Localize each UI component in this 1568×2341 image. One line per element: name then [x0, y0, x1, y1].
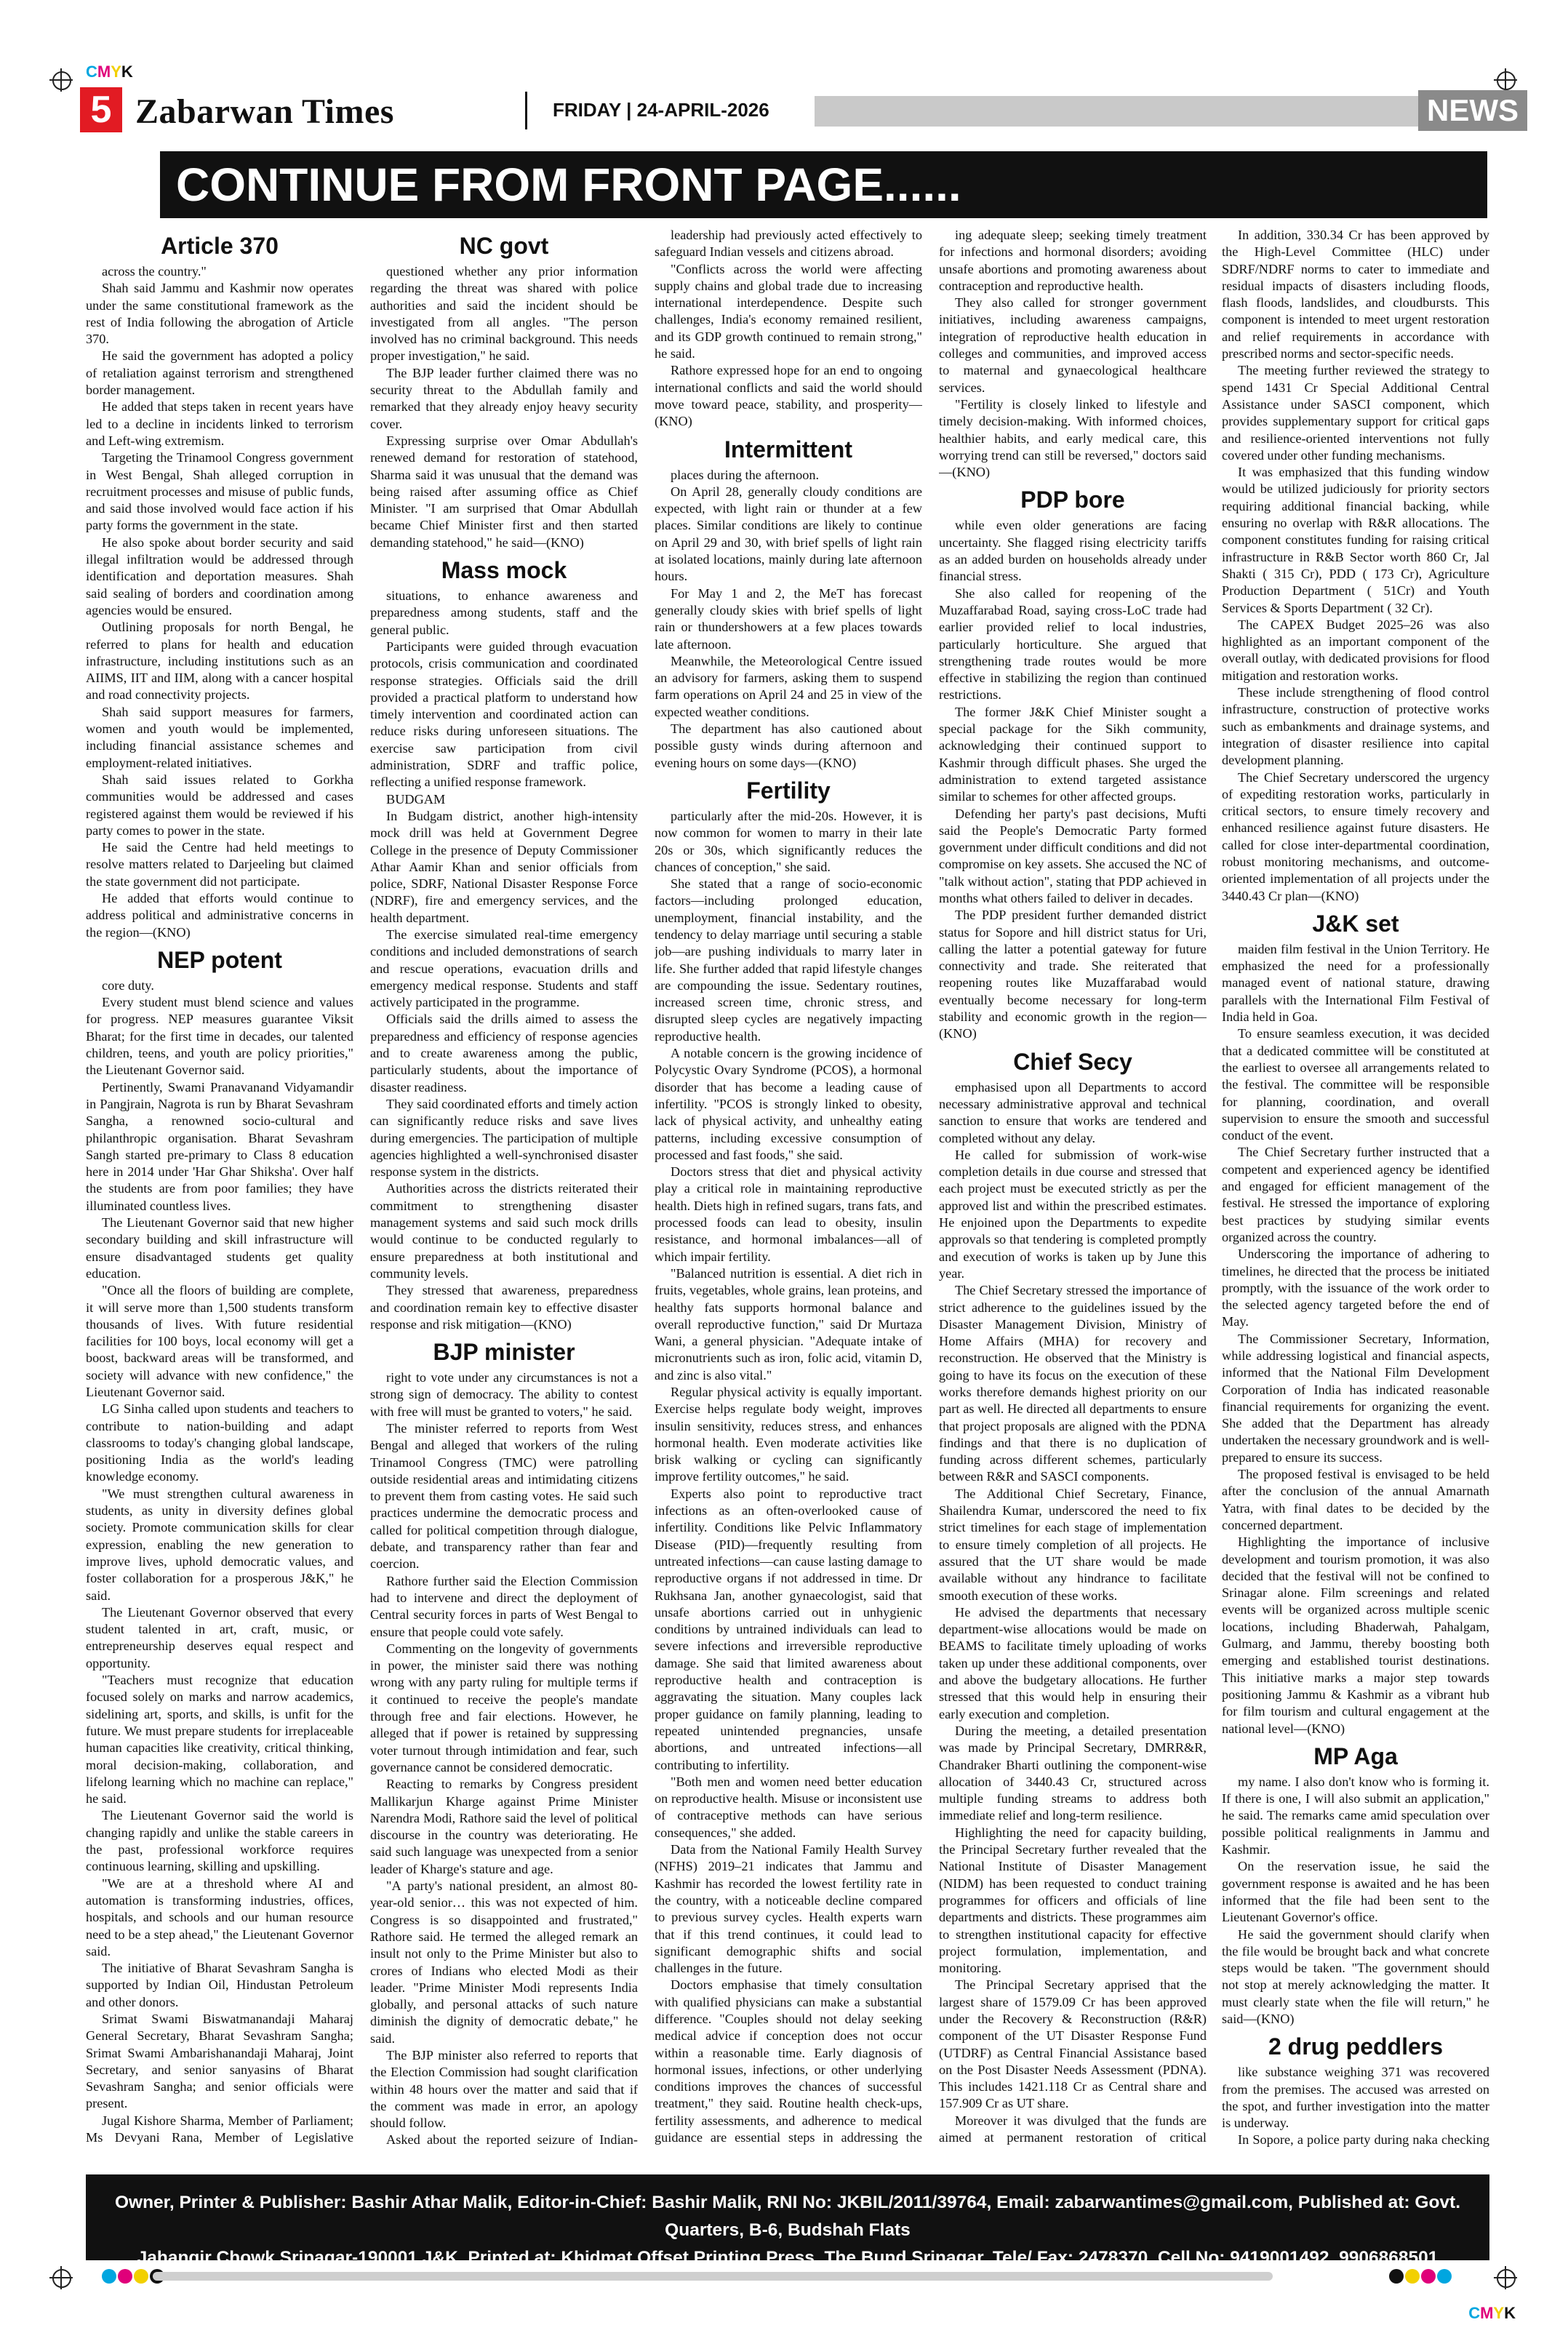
- article-paragraph: BUDGAM: [386, 791, 446, 807]
- article-headline: Fertility: [746, 777, 831, 804]
- cmyk-registration-label-top: CMYK: [86, 63, 133, 81]
- yellow-dot-icon: [1405, 2269, 1420, 2284]
- yellow-dot-icon: [134, 2269, 148, 2284]
- article-paragraph: Experts also point to reproductive tract infections as an often-overlooked cause of infertility. Conditions like Pelvic Inflammatory Disease (PID)—frequently resulting from untreated infections—can cause lasting damage to reproductive organs if not addressed in time. Dr Rukhsana Jan, another gynaecologist, said that unsafe abortions carried out in unhygienic conditions by untrained individuals can lead to severe infections and irreversible reproductive damage. She said that limited awareness about reproductive health and contraception is aggravating the situation. Many couples lack proper guidance on family planning, leading to repeated unintended pregnancies, unsafe abortions, and untreated infections—all contributing to infertility.: [655, 1486, 922, 1772]
- article-paragraph: leadership had previously acted effectively to safeguard Indian vessels and citizens abroad.: [655, 228, 922, 260]
- article-paragraph: The BJP minister also referred to reports that the Election Commission had sought clarification within 48 hours over the matter and said that if the comment was made in error, an apology should follow.: [370, 2047, 638, 2131]
- article-body: [939, 227, 1207, 481]
- cmyk-registration-label-bottom: CMYK: [1468, 2304, 1516, 2322]
- magenta-dot-icon: [1421, 2269, 1436, 2284]
- article-paragraph: Defending her party's past decisions, Mufti said the People's Democratic Party formed government under difficult conditions and did not compromise on key assets. She accused the NC of "talk without action", stating that PDP achieved in months what others failed to deliver in decades.: [939, 806, 1207, 905]
- article-paragraph: The Lieutenant Governor observed that every student talented in art, craft, music, or entrepreneurship deserves equal respect and opportunity.: [86, 1604, 353, 1670]
- article-paragraph: The BJP leader further claimed there was no security threat to the Abdullah family and remarked that they already enjoy heavy security cover.: [370, 365, 638, 431]
- article-paragraph: The former J&K Chief Minister sought a special package for the Sikh community, acknowledging their continued support to Kashmir through difficult phases. She urged the administration to extend targeted assistance similar to schemes for other affected groups.: [939, 704, 1207, 804]
- registration-mark-icon: [1497, 2269, 1516, 2288]
- article-paragraph: right to vote under any circumstances is not a strong sign of democracy. The ability to contest with free will must be granted to voters," he said.: [370, 1370, 638, 1419]
- article-paragraph: "Teachers must recognize that education focused solely on marks and narrow academics, sidelining art, sports, and skills, is unfit for the future. We must prepare students for irreplaceable human capacities like creativity, critical thinking, moral decision-making, collaboration, and lifelong learning which no machine can replace," he said.: [86, 1673, 353, 1806]
- article-paragraph: He said the government should clarify when the file would be brought back and what concrete steps would be taken. "The government should not stop at merely acknowledging the matter. It must clearly state when the file will return," he said—(KNO): [1222, 1926, 1489, 2026]
- article-paragraph: LG Sinha called upon students and teachers to contribute to nation-building and adapt classrooms to today's changing global landscape, positioning India as the world's leading knowledge economy.: [86, 1401, 353, 1484]
- article-paragraph: During the meeting, a detailed presentation was made by Principal Secretary, DMRR&R, Chandraker Bharti outlining the component-wise allocation of 3440.43 Cr, structured across multiple funding streams to address both immediate relief and long-term resilience.: [939, 1723, 1207, 1823]
- article-paragraph: The Lieutenant Governor said that new higher secondary building and skill infrastructure will ensure disadvantaged students get quality education.: [86, 1215, 353, 1281]
- article-paragraph: Reacting to remarks by Congress president Mallikarjun Kharge against Prime Minister Narendra Modi, Rathore said the level of political discourse in the country was deteriorating. He said such language was unexpected from a senior leader of Kharge's stature and age.: [370, 1777, 638, 1876]
- article-paragraph: Shah said Jammu and Kashmir now operates under the same constitutional framework as the rest of India following the abrogation of Article 370.: [86, 281, 353, 347]
- header-rule: [815, 96, 1447, 127]
- article-body: [86, 977, 353, 2147]
- imprint-line: Owner, Printer & Publisher: Bashir Athar Malik, Editor-in-Chief: Bashir Malik, RNI No: JKBIL/2011/39764, Email: zabarwantimes@gmail.com, Published at: Govt. Quarters, B-6, Budshah Flats: [114, 2193, 1461, 2240]
- article-paragraph: Meanwhile, the Meteorological Centre issued an advisory for farmers, asking them to suspend farm operations on April 24 and 25 in view of the expected weather conditions.: [655, 653, 922, 719]
- article-body: [1222, 1774, 1489, 2028]
- article-paragraph: "Balanced nutrition is essential. A diet rich in fruits, vegetables, whole grains, lean proteins, and healthy fats supports hormonal balance and overall reproductive function," said Dr Murtaza Wani, a general physician. "Adequate intake of micronutrients such as iron, folic acid, vitamin D, and zinc is also vital.": [655, 1265, 922, 1382]
- column-5: [1222, 227, 1489, 2147]
- registration-mark-icon: [52, 2269, 71, 2288]
- continue-banner: CONTINUE FROM FRONT PAGE......: [160, 151, 1487, 218]
- article-paragraph: Shah said support measures for farmers, women and youth would be implemented, including financial assistance schemes and employment-related initiatives.: [86, 704, 353, 770]
- article-paragraph: The department has also cautioned about possible gusty winds during afternoon and evening hours on some days—(KNO): [655, 721, 922, 770]
- article-paragraph: He also spoke about border security and said illegal infiltration would be addressed through identification and deportation measures. Shah said sealing of borders and coordination among agencies would be ensured.: [86, 535, 353, 617]
- article-headline: J&K set: [1312, 910, 1399, 937]
- article-paragraph: Authorities across the districts reiterated their commitment to strengthening disaster management systems and said such mock drills would continue to be conducted regularly to ensure preparedness at both institutional and community levels.: [370, 1181, 638, 1281]
- imprint-line: Jahangir Chowk Srinagar-190001 J&K, Printed at: Khidmat Offset Printing Press, The Bund Srinagar, Tele/ Fax: 2478370, Cell No: 9419001492, 9906868501: [137, 2248, 1439, 2268]
- article-paragraph: "Once all the floors of building are complete, it will serve more than 1,500 students transform thousands of lives. With future residential facilities for 100 boys, local economy will get a boost, backward areas will be transformed, and society will advance with new confidence," the Lieutenant Governor said.: [86, 1283, 353, 1399]
- article-body: [370, 263, 638, 551]
- article-paragraph: Data from the National Family Health Survey (NFHS) 2019–21 indicates that Jammu and Kashmir has recorded the lowest fertility rate in the country, with a noticeable decline compared to previous survey cycles. Health experts warn that if this trend continues, it could lead to significant demographic shifts and social challenges in the future.: [655, 1842, 922, 1976]
- article-paragraph: The minister referred to reports from West Bengal and alleged that workers of the ruling Trinamool Congress (TMC) were patrolling outside residential areas and intimidating citizens to prevent them from casting votes. He said such practices undermine the democratic process and called for political competition through dialogue, debate, and transparency rather than fear and coercion.: [370, 1421, 638, 1572]
- article-paragraph: In addition, 330.34 Cr has been approved by the High-Level Committee (HLC) under SDRF/NDRF norms to cater to immediate and residual impacts of disasters including floods, flash floods, landslides, and cloudbursts. This component is intended to meet urgent restoration and relief requirements in accordance with prescribed norms and sector-specific needs.: [1222, 228, 1489, 361]
- article-paragraph: while even older generations are facing uncertainty. She flagged rising electricity tariffs as an added burden on households already under financial stress.: [939, 518, 1207, 584]
- article-paragraph: The meeting further reviewed the strategy to spend 1431 Cr Special Additional Central Assistance under SASCI component, which provides supplementary support for critical gaps and resilience-oriented interventions not fully covered under other funding mechanisms.: [1222, 363, 1489, 463]
- registration-mark-icon: [52, 71, 71, 90]
- article-paragraph: She also called for reopening of the Muzaffarabad Road, saying cross-LoC trade had earlier provided relief to local industries, particularly horticulture. She argued that strengthening trade routes would be more effective in stabilizing the region than continued restrictions.: [939, 585, 1207, 703]
- column-3: [655, 227, 922, 2147]
- article-paragraph: "A party's national president, an almost 80-year-old senior… this was not expected of him. Congress is so disappointed and frustrated," Rathore said. He termed the alleged remark an insult not only to the Prime Minister but also to crores of Indians who elected Modi as their leader. "Prime Minister Modi represents India globally, and personal attacks of such nature diminish the dignity of democratic debate," he said.: [370, 1878, 638, 2046]
- article-paragraph: my name. I also don't know who is forming it. If there is one, I will also submit an application," he said. The remarks came amid speculation over possible political realignments in Jammu and Kashmir.: [1222, 1774, 1489, 1857]
- article-headline: 2 drug peddlers: [1268, 2033, 1444, 2060]
- article-paragraph: The Chief Secretary stressed the importance of strict adherence to the guidelines issued by the Disaster Management Division, Ministry of Home Affairs (MHA) for recovery and reconstruction. He observed that the Ministry is going to have its focus on the execution of these works therefore demands highest priority on our part as well. He directed all departments to ensure that project proposals are aligned with the PDNA findings and that there is no duplication of funding across different schemes, particularly between R&R and SASCI components.: [939, 1283, 1207, 1484]
- article-headline: NEP potent: [157, 946, 282, 973]
- article-paragraph: Moreover it was divulged that the funds are aimed at permanent restoration of critical: [939, 2113, 1207, 2145]
- article-paragraph: "Both men and women need better education on reproductive health. Misuse or inconsistent use of contraceptive methods can have serious consequences," she added.: [655, 1774, 922, 1840]
- article-paragraph: To ensure seamless execution, it was decided that a dedicated committee will be constituted at the earliest to oversee all arrangements related to the festival. The committee will be responsible for planning, coordination, and overall supervision to ensure the smooth and successful conduct of the event.: [1222, 1026, 1489, 1143]
- article-paragraph: Regular physical activity is equally important. Exercise helps regulate body weight, improves insulin sensitivity, reduces stress, and enhances hormonal health. Even moderate activities like brisk walking or cycling can significantly improve fertility outcomes," he said.: [655, 1385, 922, 1484]
- article-paragraph: For May 1 and 2, the MeT has forecast generally cloudy skies with brief spells of light rain or thundershowers at a few places towards late afternoon.: [655, 585, 922, 652]
- column-1: [86, 227, 353, 2147]
- article-columns: [86, 227, 1489, 2147]
- article-paragraph: Highlighting the need for capacity building, the Principal Secretary further revealed that the National Institute of Disaster Management (NIDM) has been requested to conduct training programmes for officers and officials of line departments and districts. These programmes aim to strengthen institutional capacity for effective project formulation, implementation, and monitoring.: [939, 1825, 1207, 1976]
- issue-date: FRIDAY | 24-APRIL-2026: [553, 99, 769, 121]
- article-paragraph: A notable concern is the growing incidence of Polycystic Ovary Syndrome (PCOS), a hormonal disorder that has become a leading cause of infertility. "PCOS is strongly linked to obesity, lack of physical activity, and unhealthy eating patterns, including excessive consumption of processed and fast foods," she said.: [655, 1046, 922, 1162]
- black-dot-icon: [1389, 2269, 1404, 2284]
- article-paragraph: The Chief Secretary further instructed that a competent and experienced agency be identified and engaged for efficient management of the festival. He stressed the importance of exploring best practices by studying similar events organized across the country.: [1222, 1145, 1489, 1244]
- article-paragraph: "We must strengthen cultural awareness in students, as unity in diversity defines global society. Promote communication skills for clear expression, enabling the new generation to improve lives, uphold democratic values, and foster collaboration for a prosperous J&K," he said.: [86, 1486, 353, 1603]
- article-paragraph: He advised the departments that necessary department-wise allocations would be made on BEAMS to facilitate timely uploading of works taken up under these additional components, over and above the budgetary allocations. He further stressed that this would help in ensuring their early execution and completion.: [939, 1604, 1207, 1721]
- article-paragraph: Every student must blend science and values for progress. NEP measures guarantee Viksit Bharat; for the first time in decades, our talented children, teens, and youth are policy priorities," the Lieutenant Governor said.: [86, 995, 353, 1078]
- article-paragraph: particularly after the mid-20s. However, it is now common for women to marry in their late 20s or 30s, which significantly reduces the chances of conception," she said.: [655, 808, 922, 874]
- column-2: [370, 227, 638, 2147]
- article-paragraph: Commenting on the longevity of governments in power, the minister said there was nothing wrong with any party ruling for multiple terms if it continued to receive the people's mandate through free and fair elections. However, he alleged that if power is retained by suppressing voter turnout through intimidation and fear, such governance cannot be considered democratic.: [370, 1641, 638, 1774]
- article-headline: MP Aga: [1313, 1742, 1398, 1769]
- masthead-divider: [525, 92, 527, 129]
- article-paragraph: Rathore further said the Election Commission had to intervene and direct the deployment of Central security forces in parts of West Bengal to ensure that people could vote safely.: [370, 1573, 638, 1639]
- article-paragraph: Jugal Kishore Sharma, Member of Parliament; Ms Devyani Rana, Member of Legislative: [86, 2113, 353, 2145]
- article-paragraph: The Additional Chief Secretary, Finance, Shailendra Kumar, underscored the need to fix strict timelines for each stage of implementation to ensure timely completion of all projects. He assured that the UT share would be made available without any hindrance to facilitate smooth execution of these works.: [939, 1486, 1207, 1603]
- article-headline: NC govt: [459, 233, 549, 259]
- article-paragraph: Rathore expressed hope for an end to ongoing international conflicts and said the world should move toward peace, stability, and prosperity—(KNO): [655, 363, 922, 429]
- article-paragraph: The Commissioner Secretary, Information, while addressing logistical and financial aspects, informed that the National Film Development Corporation of India has indicated reasonable financial requirements for organizing the event. She added that the Department has already undertaken the necessary groundwork and is well-prepared to ensure its success.: [1222, 1331, 1489, 1465]
- article-paragraph: Doctors emphasise that timely consultation with qualified physicians can make a substantial difference. "Couples should not delay seeking medical advice if conception does not occur within a reasonable time. Early diagnosis of hormonal issues, infections, or other underlying conditions improves the chances of successful treatment," they said. Routine health check-ups, fertility assessments, and adherence to medical guidance are essential steps in addressing the: [655, 1977, 922, 2145]
- article-headline: Article 370: [161, 233, 279, 259]
- column-4: [939, 227, 1207, 2147]
- article-paragraph: Expressing surprise over Omar Abdullah's renewed demand for restoration of statehood, Sharma said it was unusual that the demand was being raised after assuming office as Chief Minister. "I am surprised that Omar Abdullah became Chief Minister first and then started demanding statehood," he said—(KNO): [370, 433, 638, 550]
- article-body: [939, 1079, 1207, 2147]
- article-paragraph: In Sopore, a police party during naka checking: [1238, 2132, 1489, 2147]
- article-paragraph: They also called for stronger government initiatives, including awareness campaigns, integration of reproductive health education in colleges and communities, and improved access to maternal and gynaecological healthcare services.: [939, 295, 1207, 395]
- article-paragraph: core duty.: [102, 977, 154, 993]
- article-paragraph: The Lieutenant Governor said the world is changing rapidly and unlike the stable careers in the past, professional workforce requires continuous learning, skilling and upskilling.: [86, 1808, 353, 1874]
- article-paragraph: They stressed that awareness, preparedness and coordination remain key to effective disaster response and risk mitigation—(KNO): [370, 1283, 638, 1332]
- section-tag: NEWS: [1418, 90, 1527, 131]
- article-paragraph: questioned whether any prior information regarding the threat was shared with police authorities and said the incident should be investigated from all angles. "The person involved has no criminal background. This needs proper investigation," he said.: [370, 264, 638, 364]
- article-paragraph: These include strengthening of flood control infrastructure, construction of protective works such as embankments and drainage systems, and integration of disaster resilience into capital development planning.: [1222, 685, 1489, 768]
- article-paragraph: He added that efforts would continue to address political and administrative concerns in the region—(KNO): [86, 890, 353, 940]
- article-paragraph: "Conflicts across the world were affecting supply chains and global trade due to increasing international interdependence. Despite such challenges, India's economy remained resilient, and its GDP growth continued to remain strong," he said.: [655, 261, 922, 361]
- article-body: [1222, 227, 1489, 905]
- article-paragraph: Highlighting the importance of inclusive development and tourism promotion, it was also decided that the festival will not be confined to Srinagar alone. Film screenings and related events will be organized across multiple scenic locations, including Bhaderwah, Pahalgam, Gulmarg, and Jammu, thereby boosting both emerging and established tourist destinations. This initiative marks a major step towards positioning Jammu & Kashmir as a vibrant hub for film tourism and cultural engagement at the national level—(KNO): [1222, 1534, 1489, 1736]
- article-paragraph: emphasised upon all Departments to accord necessary administrative approval and technical sanction to ensure that works are tendered and completed without any delay.: [939, 1079, 1207, 1145]
- article-paragraph: Targeting the Trinamool Congress government in West Bengal, Shah alleged corruption in recruitment processes and misuse of public funds, and said those involved would face action if his party forms the government in the state.: [86, 450, 353, 533]
- article-paragraph: He said the Centre had held meetings to resolve matters related to Darjeeling but claimed the state government did not participate.: [86, 840, 353, 889]
- article-paragraph: In Budgam district, another high-intensity mock drill was held at Government Degree College in the presence of Deputy Commissioner Athar Aamir Khan and senior officials from police, SDRF, National Disaster Response Force (NDRF), fire and emergency services, and the health department.: [370, 808, 638, 925]
- article-paragraph: He called for submission of work-wise completion details in due course and stressed that each project must be executed strictly as per the approved list and within the prescribed estimates. He enjoined upon the Departments to expedite approvals so that tendering is completed promptly and execution of works is taken up by June this year.: [939, 1147, 1207, 1281]
- article-paragraph: Shah said issues related to Gorkha communities would be addressed and cases registered against them would be reviewed if his party comes to power in the state.: [86, 772, 353, 838]
- article-paragraph: The Chief Secretary underscored the urgency of expediting restoration works, particularly in critical sectors, to ensure timely recovery and enhanced resilience against future disasters. He called for close inter-departmental coordination, robust monitoring mechanisms, and outcome-oriented implementation of all projects under the 3440.43 Cr plan—(KNO): [1222, 769, 1489, 903]
- article-paragraph: situations, to enhance awareness and preparedness among students, staff and the general public.: [370, 588, 638, 637]
- article-paragraph: "We are at a threshold where AI and automation is transforming industries, offices, hospitals, and schools and our human resource need to be a step ahead," the Lieutenant Governor said.: [86, 1876, 353, 1958]
- page-number: 5: [80, 87, 122, 132]
- article-paragraph: Pertinently, Swami Pranavanand Vidyamandir in Pangjrain, Nagrota is run by Bharat Sevashram Sangha, a renowned socio-cultural and philanthropic organisation. Bharat Sevashram Sangh started pre-primary to Class 8 education here in 2014 under 'Har Ghar Shiksha'. Over half the students are from poor families; they have illuminated countless lives.: [86, 1079, 353, 1213]
- masthead-title: Zabarwan Times: [135, 92, 394, 131]
- article-headline: Mass mock: [441, 557, 567, 584]
- article-paragraph: Outlining proposals for north Bengal, he referred to plans for health and education infrastructure, including institutions such as an AIIMS, IIT and IIM, along with a cancer hospital and road connectivity projects.: [86, 620, 353, 703]
- article-body: [655, 808, 922, 2147]
- article-paragraph: The exercise simulated real-time emergency conditions and included demonstrations of search and rescue operations, evacuation drills and emergency medical response. Students and staff actively participated in the programme.: [370, 927, 638, 1010]
- article-body: [939, 517, 1207, 1042]
- article-paragraph: He said the government has adopted a policy of retaliation against terrorism and strengthened border management.: [86, 348, 353, 398]
- magenta-dot-icon: [118, 2269, 132, 2284]
- article-headline: Chief Secy: [1013, 1048, 1132, 1075]
- article-headline: BJP minister: [433, 1339, 575, 1366]
- article-body: [1222, 941, 1489, 1737]
- article-paragraph: The initiative of Bharat Sevashram Sangha is supported by Indian Oil, Hindustan Petroleum and other donors.: [86, 1961, 353, 2009]
- article-paragraph: Asked about the reported seizure of Indian-: [386, 2132, 638, 2147]
- article-body: [1222, 2064, 1489, 2147]
- article-paragraph: across the country.": [102, 264, 207, 279]
- article-paragraph: Underscoring the importance of adhering to timelines, he directed that the process be initiated promptly, with the issuance of the work order to the selected agency targeted before the end of May.: [1222, 1246, 1489, 1329]
- article-paragraph: Srimat Swami Biswatmanandaji Maharaj General Secretary, Bharat Sevashram Sangha; Srimat Swami Ambarishanandaji Maharaj, Joint Secretary, and senior sanyasins of Bharat Sevashram Sangha; and senior officials were present.: [86, 2011, 353, 2111]
- article-paragraph: The PDP president further demanded district status for Sopore and hill district status for Uri, calling the latter a potential gateway for future connectivity and trade. She reiterated that reopening routes like Muzaffarabad would eventually become necessary for long-term stability and economic growth in the region—(KNO): [939, 908, 1207, 1041]
- article-body: [370, 588, 638, 1333]
- article-paragraph: ing adequate sleep; seeking timely treatment for infections and hormonal disorders; avoiding unsafe abortions and promoting awareness about contraception and reproductive health.: [939, 228, 1207, 293]
- gray-calibration-bar: [153, 2272, 1273, 2281]
- article-paragraph: Participants were guided through evacuation protocols, crisis communication and coordinated response strategies. Officials said the drill provided a practical platform to understand how timely intervention and coordinated action can reduce risks during unforeseen situations. The exercise saw participation from civil administration, SDRF and traffic police, reflecting a unified response framework.: [370, 639, 638, 790]
- article-body: [655, 227, 922, 431]
- article-paragraph: maiden film festival in the Union Territory. He emphasized the need for a professionally managed event of national stature, drawing parallels with the International Film Festival of India held in Goa.: [1222, 941, 1489, 1025]
- article-body: [655, 467, 922, 772]
- article-paragraph: She stated that a range of socio-economic factors—including prolonged education, unemployment, financial instability, and the tendency to delay marriage until securing a stable job—are pushing individuals to marry later in life. She further added that rapid lifestyle changes are compounding the issue. Sedentary routines, increased screen time, chronic stress, and disrupted sleep cycles are negatively impacting reproductive health.: [655, 876, 922, 1044]
- article-paragraph: Doctors stress that diet and physical activity play a critical role in maintaining reproductive health. Diets high in refined sugars, trans fats, and processed foods can lead to obesity, insulin resistance, and hormonal imbalances—all of which impair fertility.: [655, 1164, 922, 1264]
- article-paragraph: like substance weighing 371 was recovered from the premises. The accused was arrested on the spot, and further investigation into the matter is underway.: [1222, 2065, 1489, 2131]
- article-paragraph: It was emphasized that this funding window would be utilized judiciously for priority sectors requiring additional financial backing, while ensuring no overlap with R&R allocations. The component constitutes funding for raising critical infrastructure in R&B Sector worth 860 Cr, Jal Shakti ( 315 Cr), PDD ( 173 Cr), Agriculture Production Department ( 51Cr) and Youth Services & Sports Department ( 32 Cr).: [1222, 465, 1489, 615]
- page-header: [80, 87, 1527, 132]
- article-body: [370, 1369, 638, 2147]
- article-paragraph: places during the afternoon.: [671, 467, 820, 482]
- article-paragraph: "Fertility is closely linked to lifestyle and timely decision-making. With informed choices, healthier habits, and early medical care, this worrying trend can still be reversed," doctors said—(KNO): [939, 396, 1207, 480]
- article-headline: PDP bore: [1020, 487, 1125, 513]
- cyan-dot-icon: [102, 2269, 116, 2284]
- imprint-footer: [86, 2174, 1489, 2268]
- article-body: [86, 263, 353, 941]
- cyan-dot-icon: [1437, 2269, 1452, 2284]
- article-paragraph: On April 28, generally cloudy conditions are expected, with light rain or thunder at a few places. Similar conditions are likely to continue on April 29 and 30, with brief spells of light rain at isolated locations, mainly during late afternoon hours.: [655, 484, 922, 584]
- article-headline: Intermittent: [724, 436, 852, 463]
- article-paragraph: The Principal Secretary apprised that the largest share of 1579.09 Cr has been approved under the Recovery & Reconstruction (R&R) component of the UT Disaster Response Fund (UTDRF) as Central Financial Assistance based on the Post Disaster Needs Assessment (PDNA). This includes 1421.118 Cr as Central share and 157.909 Cr as UT share.: [939, 1977, 1207, 2111]
- article-paragraph: The proposed festival is envisaged to be held after the conclusion of the annual Amarnath Yatra, with final dates to be decided by the concerned department.: [1222, 1467, 1489, 1532]
- article-paragraph: They said coordinated efforts and timely action can significantly reduce risks and save lives during emergencies. The participation of multiple agencies highlighted a well-synchronised disaster response system in the districts.: [370, 1096, 638, 1180]
- article-paragraph: The CAPEX Budget 2025–26 was also highlighted as an important component of the overall outlay, with dedicated provisions for flood mitigation and restoration works.: [1222, 617, 1489, 683]
- article-paragraph: He added that steps taken in recent years have led to a decline in incidents linked to terrorism and Left-wing extremism.: [86, 399, 353, 448]
- article-paragraph: Officials said the drills aimed to assess the preparedness and efficiency of response agencies and to create awareness among the public, particularly students, about the importance of disaster readiness.: [370, 1012, 638, 1095]
- article-paragraph: On the reservation issue, he said the government response is awaited and he has been informed that the file had been sent to the Lieutenant Governor's office.: [1222, 1859, 1489, 1925]
